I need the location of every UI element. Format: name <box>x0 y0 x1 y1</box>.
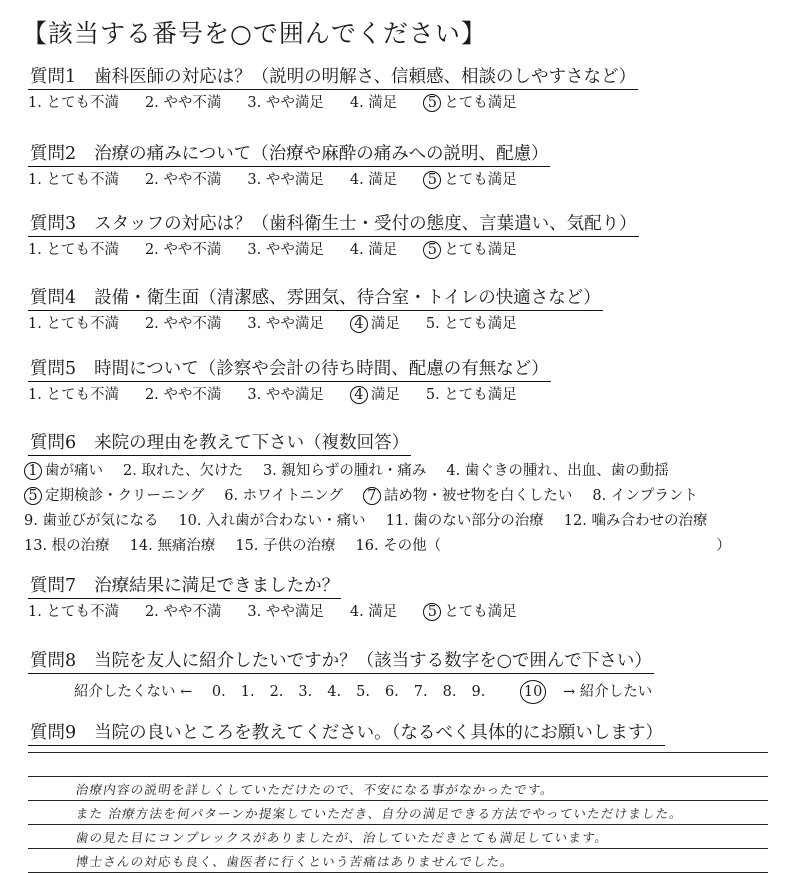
answer-option[interactable]: 4 満足 <box>350 385 400 405</box>
handwritten-answer-line: 歯の見た目にコンプレックスがありましたが、治していただきとても満足しています。 <box>74 830 610 845</box>
reason-option[interactable]: 2. 取れた、欠けた <box>123 463 243 479</box>
page-title: 【該当する番号を○で囲んでください】 <box>22 19 487 48</box>
answer-option[interactable]: 4. 満足 <box>349 95 398 111</box>
question-number: 質問5 <box>30 359 77 379</box>
question-number: 質問4 <box>30 288 77 308</box>
scale-value[interactable]: 7. <box>413 684 428 700</box>
reason-option[interactable]: 13. 根の治療 <box>24 538 110 554</box>
question-8 <box>28 650 667 704</box>
question-text: 来院の理由を教えて下さい（複数回答） <box>94 433 410 453</box>
question-text: スタッフの対応は？（歯科衛生士・受付の態度、言葉遣い、気配り） <box>94 214 637 234</box>
reason-option[interactable]: 16. その他（ <box>355 538 442 554</box>
answer-option[interactable]: 3. やや満足 <box>247 387 324 403</box>
answer-option[interactable]: 4. 満足 <box>349 172 398 188</box>
answer-option[interactable]: 2. やや不満 <box>144 316 222 332</box>
answer-option[interactable]: 1. とても不満 <box>28 172 119 188</box>
question-number: 質問1 <box>30 67 77 87</box>
answer-option[interactable]: 3. やや満足 <box>247 95 324 111</box>
scale-value[interactable]: 3. <box>298 684 313 700</box>
scale-value[interactable]: 1. <box>240 684 255 700</box>
scale-left-label: 紹介したくない ← <box>74 684 193 700</box>
question-text: 当院の良いところを教えてください。（なるべく具体的にお願いします） <box>94 723 663 743</box>
reason-option[interactable]: 15. 子供の治療 <box>235 538 336 554</box>
question-4-header <box>28 287 603 311</box>
scale-value[interactable]: 8. <box>442 684 457 700</box>
question-7 <box>28 575 543 622</box>
scale-value[interactable]: 0. <box>211 684 226 700</box>
question-text: 時間について（診察や会計の待ち時間、配慮の有無など） <box>94 359 549 379</box>
reason-option[interactable]: 3. 親知らずの腫れ・痛み <box>262 463 427 479</box>
handwritten-answer-line: 博士さんの対応も良く、歯医者に行くという苦痛はありませんでした。 <box>74 854 516 869</box>
question-7-header <box>28 575 341 599</box>
answer-option[interactable]: 1. とても不満 <box>28 604 119 620</box>
answer-option[interactable]: 2. やや不満 <box>144 604 222 620</box>
answer-option[interactable]: 2. やや不満 <box>144 387 222 403</box>
question-1-header <box>28 66 638 90</box>
question-8-header <box>28 650 654 674</box>
reason-option[interactable]: 1 歯が痛い <box>24 459 103 484</box>
reason-option[interactable]: 5 定期検診・クリーニング <box>24 484 204 509</box>
question-number: 質問3 <box>30 214 77 234</box>
question-6-header <box>28 432 411 456</box>
answer-option[interactable]: 1. とても不満 <box>28 387 119 403</box>
question-1 <box>28 66 638 113</box>
scale-value[interactable]: 6. <box>384 684 399 700</box>
question-number: 質問7 <box>30 576 77 596</box>
reason-option[interactable]: 7 詰め物・被せ物を白くしたい <box>363 484 573 509</box>
answer-option[interactable]: 3. やや満足 <box>247 242 324 258</box>
answer-option[interactable]: 2. やや不満 <box>144 172 222 188</box>
question-text: 当院を友人に紹介したいですか？（該当する数字を○で囲んで下さい） <box>94 651 652 671</box>
answer-lines <box>28 752 768 873</box>
answer-option[interactable]: 4. 満足 <box>349 242 398 258</box>
question-9 <box>28 722 665 746</box>
answer-options <box>28 385 551 405</box>
reason-option[interactable]: 4. 歯ぐきの腫れ、出血、歯の動揺 <box>446 463 669 479</box>
reason-option[interactable]: 12. 噛み合わせの治療 <box>563 513 708 529</box>
question-3 <box>28 213 639 260</box>
reason-option[interactable]: 8. インプラント <box>592 488 698 504</box>
question-2-header <box>28 143 550 167</box>
reason-option[interactable]: 9. 歯並びが気になる <box>24 513 159 529</box>
answer-option[interactable]: 4. 満足 <box>349 604 398 620</box>
question-number: 質問2 <box>30 144 77 164</box>
scale-value[interactable]: 9. <box>471 684 486 700</box>
answer-option[interactable]: 5 とても満足 <box>423 93 517 113</box>
scale-selected-value: 10 <box>520 680 546 704</box>
handwritten-answer-line: また 治療方法を何パターンか提案していただき、自分の満足できる方法でやっていただけました。 <box>74 806 685 821</box>
answer-option[interactable]: 4 満足 <box>350 314 400 334</box>
answer-options <box>28 602 543 622</box>
answer-options <box>28 314 603 334</box>
question-5 <box>28 358 551 405</box>
reason-option[interactable]: 14. 無痛治療 <box>129 538 216 554</box>
scale-value[interactable]: 2. <box>269 684 284 700</box>
answer-option[interactable]: 2. やや不満 <box>144 95 222 111</box>
other-close-paren: ） <box>716 538 731 554</box>
answer-option[interactable]: 5. とても満足 <box>425 387 517 403</box>
answer-options <box>28 170 550 190</box>
question-text: 治療の痛みについて（治療や麻酔の痛みへの説明、配慮） <box>94 144 549 164</box>
answer-option[interactable]: 5 とても満足 <box>423 170 517 190</box>
question-5-header <box>28 358 551 382</box>
reason-option[interactable]: 10. 入れ歯が合わない・痛い <box>178 513 366 529</box>
answer-option[interactable]: 1. とても不満 <box>28 242 119 258</box>
answer-option[interactable]: 1. とても不満 <box>28 316 119 332</box>
answer-options <box>28 240 639 260</box>
scale-value[interactable]: 4. <box>327 684 342 700</box>
referral-scale <box>28 680 667 704</box>
question-3-header <box>28 213 639 237</box>
answer-options <box>28 93 638 113</box>
answer-option[interactable]: 3. やや満足 <box>247 604 324 620</box>
answer-option[interactable]: 1. とても不満 <box>28 95 119 111</box>
question-text: 治療結果に満足できましたか？ <box>94 576 340 596</box>
question-number: 質問8 <box>30 651 77 671</box>
answer-option[interactable]: 5 とても満足 <box>423 240 517 260</box>
answer-option[interactable]: 3. やや満足 <box>247 172 324 188</box>
answer-option[interactable]: 2. やや不満 <box>144 242 222 258</box>
answer-option[interactable]: 5 とても満足 <box>423 602 517 622</box>
scale-value[interactable]: 5. <box>356 684 370 700</box>
question-text: 設備・衛生面（清潔感、雰囲気、待合室・トイレの快適さなど） <box>94 288 601 308</box>
scale-right-label: → 紹介したい <box>562 684 653 700</box>
question-4 <box>28 287 603 334</box>
question-9-header <box>28 722 665 746</box>
question-text: 歯科医師の対応は？（説明の明解さ、信頼感、相談のしやすさなど） <box>94 67 636 87</box>
question-number: 質問9 <box>30 723 77 743</box>
question-2 <box>28 143 550 190</box>
reason-option[interactable]: 11. 歯のない部分の治療 <box>385 513 544 529</box>
reason-options <box>24 459 731 559</box>
handwritten-answer-line: 治療内容の説明を詳しくしていただけたので、不安になる事がなかったです。 <box>74 782 556 797</box>
reason-option[interactable]: 6. ホワイトニング <box>224 488 343 504</box>
answer-option[interactable]: 5. とても満足 <box>425 316 517 332</box>
question-number: 質問6 <box>30 433 77 453</box>
question-6 <box>24 432 731 559</box>
answer-option[interactable]: 3. やや満足 <box>247 316 324 332</box>
